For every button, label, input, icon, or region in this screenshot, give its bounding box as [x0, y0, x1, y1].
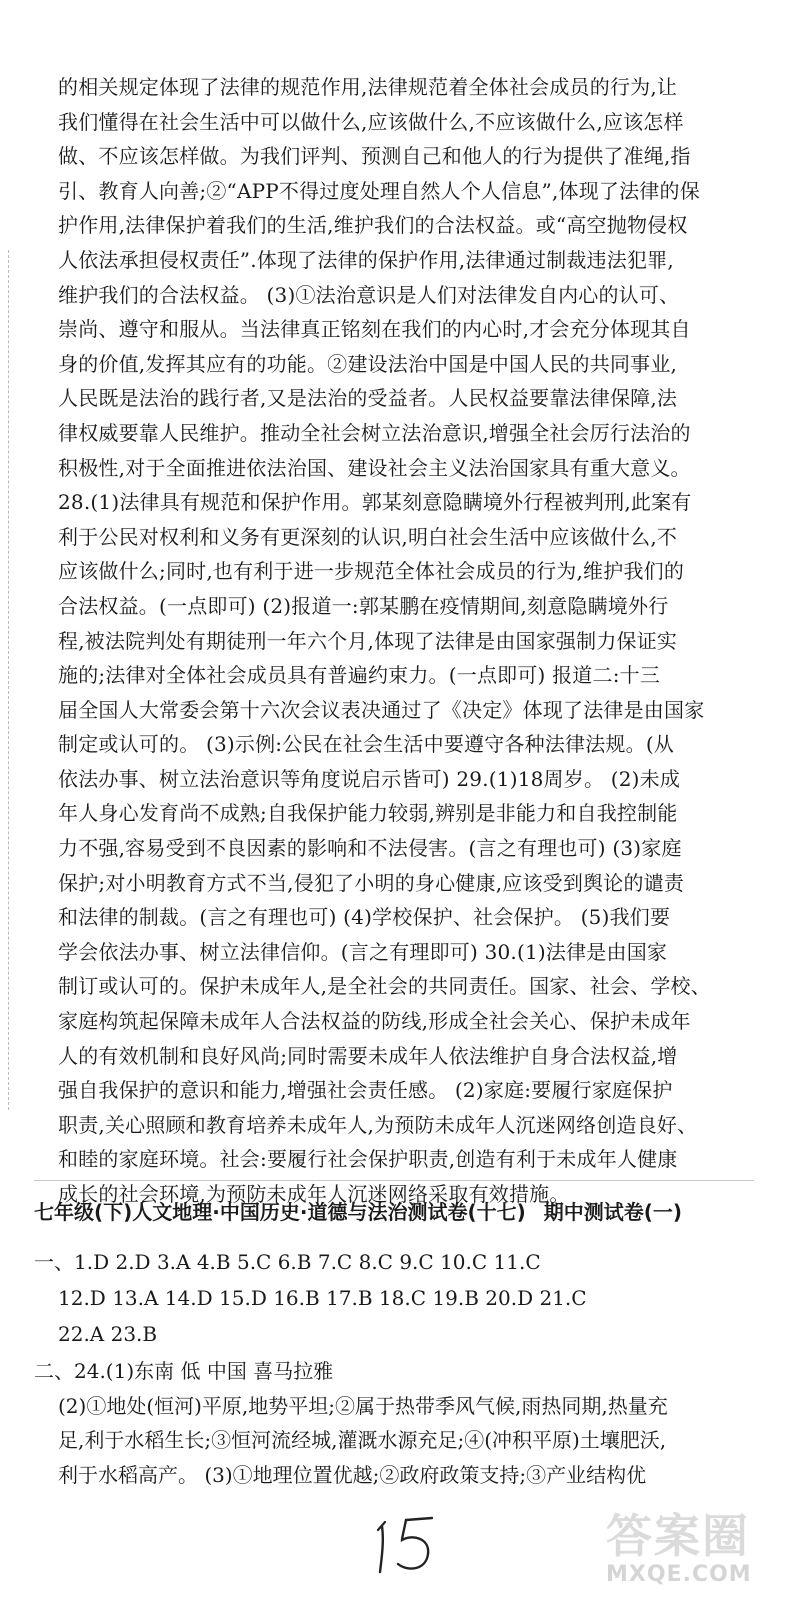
- text-line: 学会依法办事、树立法律信仰。(言之有理即可) 30.(1)法律是由国家: [58, 939, 668, 964]
- text-line: 律权威要靠人民维护。推动全社会树立法治意识,增强全社会厉行法治的: [58, 420, 691, 445]
- text-line: 合法权益。(一点即可) (2)报道一:郭某鹏在疫情期间,刻意隐瞒境外行: [58, 593, 669, 618]
- text-line: 强自我保护的意识和能力,增强社会责任感。 (2)家庭:要履行家庭保护: [58, 1078, 673, 1103]
- text-line: 人依法承担侵权责任”.体现了法律的保护作用,法律通过制裁违法犯罪,: [58, 247, 674, 272]
- handwritten-page-number: [372, 1512, 442, 1578]
- text-line: 制定或认可的。 (3)示例:公民在社会生活中要遵守各种法律法规。(从: [58, 732, 675, 757]
- text-line: 力不强,容易受到不良因素的影响和不法侵害。(言之有理也可) (3)家庭: [58, 836, 682, 861]
- text-line: 身的价值,发挥其应有的功能。②建设法治中国是中国人民的共同事业,: [58, 351, 678, 376]
- text-line: 职责,关心照顾和教育培养未成年人,为预防未成年人沉迷网络创造良好、: [58, 1112, 698, 1137]
- text-line: 人的有效机制和良好风尚;同时需要未成年人依法维护自身合法权益,增: [58, 1043, 678, 1068]
- text-line: 年人身心发育尚不成熟;自我保护能力较弱,辨别是非能力和自我控制能: [58, 801, 678, 826]
- test-title: 七年级(下)人文地理·中国历史·道德与法治测试卷(十七): [34, 1200, 526, 1224]
- answer-row: 二、24.(1)东南 低 中国 喜马拉雅: [34, 1359, 334, 1383]
- answer-row: 12.D 13.A 14.D 15.D 16.B 17.B 18.C 19.B 20.D 21.C: [58, 1286, 587, 1310]
- text-line: 利于公民对权利和义务有更深刻的认识,明白社会生活中应该做什么,不: [58, 524, 678, 549]
- answer-row: 利于水稻高产。 (3)①地理位置优越;②政府政策支持;③产业结构优: [58, 1462, 647, 1487]
- text-line: 28.(1)法律具有规范和保护作用。郭某刻意隐瞒境外行程被判刑,此案有: [58, 490, 692, 515]
- text-line: 和睦的家庭环境。社会:要履行社会保护职责,创造有利于未成年人健康: [58, 1147, 678, 1172]
- answer-row: 足,利于水稻生长;③恒河流经城,灌溉水源充足;④(冲积平原)土壤肥沃,: [58, 1428, 667, 1453]
- answer-row: (2)①地处(恒河)平原,地势平坦;②属于热带季风气候,雨热同期,热量充: [58, 1393, 668, 1418]
- binding-margin-marks: [8, 250, 15, 1110]
- section-divider: [34, 1180, 754, 1181]
- text-line: 保护;对小明教育方式不当,侵犯了小明的身心健康,应该受到舆论的谴责: [58, 870, 685, 895]
- answer-row: 一、1.D 2.D 3.A 4.B 5.C 6.B 7.C 8.C 9.C 10.C 11.C: [34, 1250, 541, 1274]
- text-line: 和法律的制裁。(言之有理也可) (4)学校保护、社会保护。 (5)我们要: [58, 905, 671, 930]
- watermark: [602, 1500, 778, 1592]
- text-line: 维护我们的合法权益。 (3)①法治意识是人们对法律发自内心的认可、: [58, 282, 680, 307]
- text-line: 届全国人大常委会第十六次会议表决通过了《决定》体现了法律是由国家: [58, 697, 705, 722]
- text-line: 护作用,法律保护着我们的生活,维护我们的合法权益。或“高空抛物侵权: [58, 213, 688, 238]
- multiple-choice-answers: [34, 1244, 754, 1352]
- text-line: 做、不应该怎样做。为我们评判、预测自己和他人的行为提供了准绳,指: [58, 144, 691, 169]
- text-line: 崇尚、遵守和服从。当法律真正铭刻在我们的内心时,才会充分体现其自: [58, 317, 691, 342]
- watermark-site: MXQE.COM: [606, 1562, 752, 1587]
- text-line: 人民既是法治的践行者,又是法治的受益者。人民权益要靠法律保障,法: [58, 386, 678, 411]
- answer-paragraph: [58, 70, 738, 1212]
- answer-body-text: [58, 70, 738, 1212]
- text-line: 积极性,对于全面推进依法治国、建设社会主义法治国家具有重大意义。: [58, 455, 691, 480]
- text-line: 我们懂得在社会生活中可以做什么,应该做什么,不应该做什么,应该怎样: [58, 109, 684, 134]
- text-line: 家庭构筑起保障未成年人合法权益的防线,形成全社会关心、保护未成年: [58, 1009, 691, 1034]
- text-line: 制订或认可的。保护未成年人,是全社会的共同责任。国家、社会、学校、: [58, 974, 711, 999]
- test-subtitle: 期中测试卷(一): [543, 1200, 683, 1224]
- text-line: 应该做什么;同时,也有利于进一步规范全体社会成员的行为,维护我们的: [58, 559, 685, 584]
- text-line: 程,被法院判处有期徒刑一年六个月,体现了法律是由国家强制力保证实: [58, 628, 678, 653]
- watermark-logo: 答案圈: [606, 1509, 750, 1563]
- test-section-heading: [34, 1196, 754, 1225]
- text-line: 施的;法律对全体社会成员具有普遍约束力。(一点即可) 报道二:十三: [58, 663, 661, 688]
- text-line: 引、教育人向善;②“APP不得过度处理自然人个人信息”,体现了法律的保: [58, 178, 700, 203]
- short-answer-section: [34, 1354, 754, 1492]
- text-line: 依法办事、树立法治意识等角度说启示皆可) 29.(1)18周岁。 (2)未成: [58, 766, 681, 791]
- text-line: 成长的社会环境,为预防未成年人沉迷网络采取有效措施。: [58, 1182, 570, 1206]
- text-line: 的相关规定体现了法律的规范作用,法律规范着全体社会成员的行为,让: [58, 75, 678, 99]
- answer-row: 22.A 23.B: [58, 1322, 158, 1346]
